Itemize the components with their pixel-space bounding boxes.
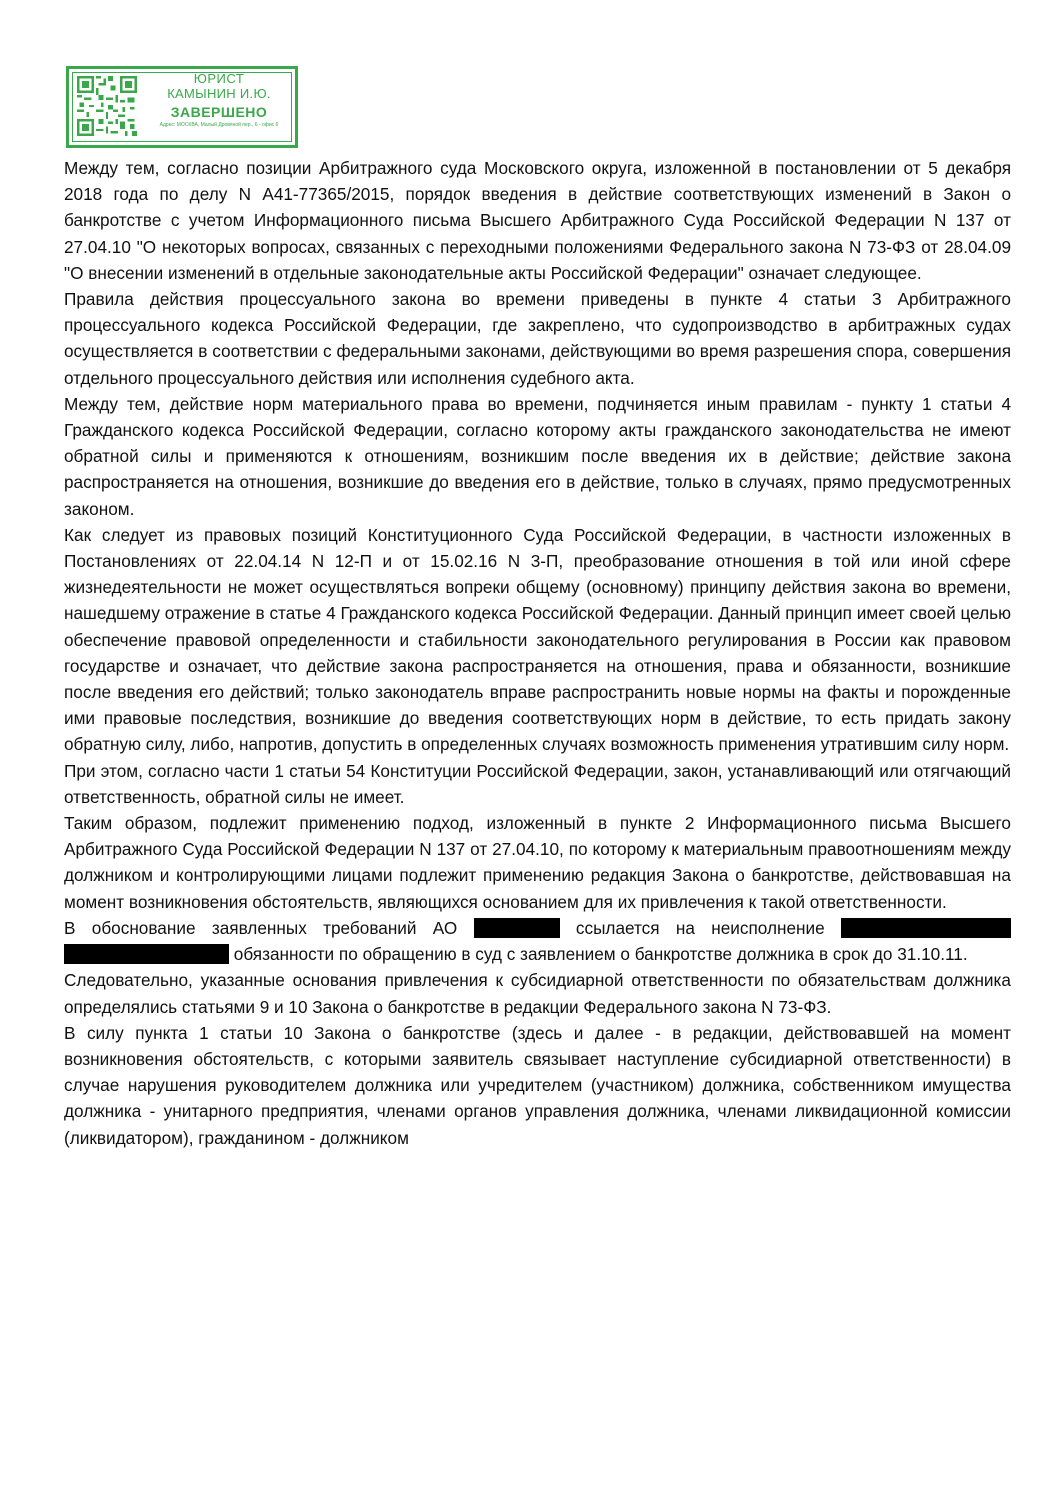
paragraph: В силу пункта 1 статьи 10 Закона о банкротстве (здесь и далее - в редакции, действовавшей на момент возникновения обстоятельств, с которыми заявитель связывает наступление субсидиарной ответственности) в случае нарушения руководителем должника или учредителем (участником) должника, собственником имущества должника - унитарного предприятия, членами органов управления должника, членами ликвидационной комиссии (ликвидатором), гражданином - должником: [64, 1022, 1011, 1148]
redaction-box: [64, 944, 229, 964]
stamp-address: Адрес: МОСКВА, Малый Дровяной пер., 6 - офис 6: [159, 122, 279, 128]
paragraph-redacted: [64, 915, 1011, 967]
stamp-text-block: [143, 71, 295, 129]
redaction-box: [841, 918, 1011, 938]
paragraph: Как следует из правовых позиций Конституционного Суда Российской Федерации, в частности изложенных в Постановлениях от 22.04.14 N 12-П и от 15.02.16 N 3-П, преобразование отношения в той или иной сфере жизнедеятельности не может осуществляться вопреки общему (основному) принципу действия закона во времени, нашедшему отражение в статье 4 Гражданского кодекса Российской Федерации. Данный принцип имеет своей целью обеспечение правовой определенности и стабильности законодательного регулирования в России как правовом государстве и означает, что действие закона распространяется на отношения, права и обязанности, возникшие после введения его действий; только законодатель вправе распространить новые нормы на факты и порожденные ими правовые последствия, возникшие до введения соответствующих норм в действие, то есть придать закону обратную силу, либо, напротив, допустить в определенных случаях возможность применения утратившим силу норм.: [64, 524, 1011, 755]
paragraph: Между тем, действие норм материального права во времени, подчиняется иным правилам - пункту 1 статьи 4 Гражданского кодекса Российской Федерации, согласно которому акты гражданского законодательства не имеют обратной силы и применяются к отношениям, возникшим после введения их в действие; действие закона распространяется на отношения, возникшие до введения его в действие, только в случаях, прямо предусмотренных законом.: [64, 393, 1011, 519]
paragraph: При этом, согласно части 1 статьи 54 Конституции Российской Федерации, закон, устанавливающий или отягчающий ответственность, обратной силы не имеет.: [64, 760, 1011, 807]
paragraph: Таким образом, подлежит применению подход, изложенный в пункте 2 Информационного письма Высшего Арбитражного Суда Российской Федерации N 137 от 27.04.10, по которому к материальным правоотношениям между должником и контролирующими лицами подлежит применению редакция Закона о банкротстве, действовавшая на момент возникновения обстоятельств, являющихся основанием для их привлечения к такой ответственности.: [64, 813, 1011, 912]
paragraph: Правила действия процессуального закона во времени приведены в пункте 4 статьи 3 Арбитражного процессуального кодекса Российской Федерации, где закреплено, что судопроизводство в арбитражных судах осуществляется в соответствии с федеральными законами, действующими во время разрешения спора, совершения отдельного процессуального действия или исполнения судебного акта.: [64, 289, 1011, 388]
document-body: [64, 155, 1011, 1151]
paragraph: Между тем, согласно позиции Арбитражного суда Московского округа, изложенной в постановлении от 5 декабря 2018 года по делу N А41-77365/2015, порядок введения в действие соответствующих изменений в Закон о банкротстве с учетом Информационного письма Высшего Арбитражного Суда Российской Федерации N 137 от 27.04.10 "О некоторых вопросах, связанных с переходными положениями Федерального закона N 73-ФЗ от 28.04.09 "О внесении изменений в отдельные законодательные акты Российской Федерации" означает следующее.: [64, 158, 1011, 283]
stamp-title-line1: ЮРИСТ: [193, 71, 245, 86]
paragraph-part: В обоснование заявленных требований АО: [64, 917, 458, 938]
redaction-box: [474, 918, 560, 938]
paragraph-part: обязанности по обращению в суд с заявлением о банкротстве должника в срок до 31.10.11.: [233, 944, 968, 965]
paragraph: Следовательно, указанные основания привлечения к субсидиарной ответственности по обязательствам должника определялись статьями 9 и 10 Закона о банкротстве в редакции Федерального закона N 73-ФЗ.: [64, 970, 1011, 1017]
paragraph-part: ссылается на неисполнение: [575, 917, 825, 938]
qr-code-icon: [77, 75, 137, 137]
stamp-title-line2: КАМЫНИН И.Ю.: [167, 86, 271, 101]
lawyer-stamp: [66, 66, 298, 148]
stamp-status: ЗАВЕРШЕНО: [170, 104, 268, 120]
